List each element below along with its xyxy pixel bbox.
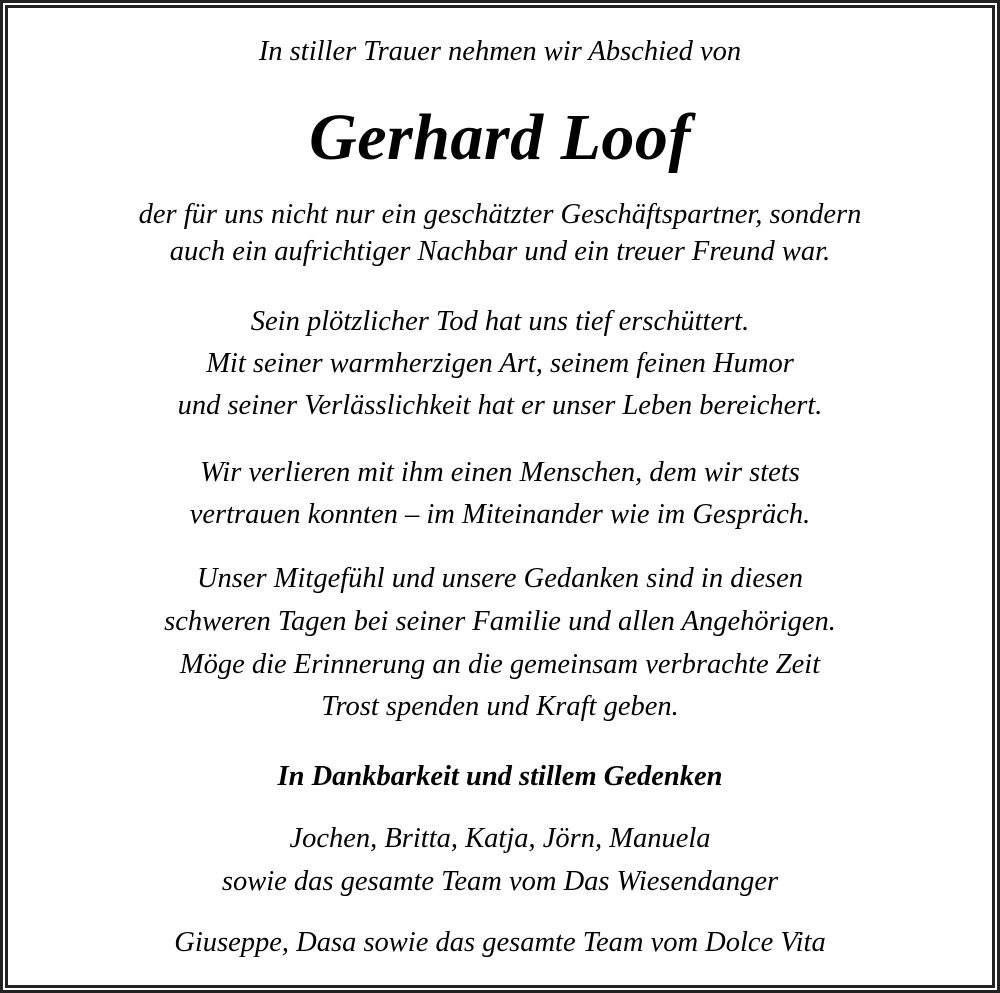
- signature-line: Jochen, Britta, Katja, Jörn, Manuela: [289, 823, 711, 854]
- paragraph-line: Mit seiner warmherzigen Art, seinem feinen Humor: [206, 348, 794, 379]
- deceased-name: Gerhard Loof: [309, 101, 691, 174]
- paragraph-line: Wir verlieren mit ihm einen Menschen, dem wir stets: [200, 457, 800, 488]
- signature-line: Giuseppe, Dasa sowie das gesamte Team vom Dolce Vita: [174, 927, 826, 958]
- paragraph-line: Unser Mitgefühl und unsere Gedanken sind in diesen: [196, 563, 804, 594]
- intro-text: In stiller Trauer nehmen wir Abschied von: [258, 36, 742, 67]
- paragraph-line: der für uns nicht nur ein geschätzter Geschäftspartner, sondern: [138, 199, 862, 230]
- paragraph-line: Möge die Erinnerung an die gemeinsam verbrachte Zeit: [179, 649, 821, 680]
- closing-text: In Dankbarkeit und stillem Gedenken: [277, 761, 723, 792]
- paragraph-line: schweren Tagen bei seiner Familie und allen Angehörigen.: [164, 606, 836, 637]
- paragraph-line: und seiner Verlässlichkeit hat er unser Leben bereichert.: [177, 390, 823, 421]
- paragraph-line: vertrauen konnten – im Miteinander wie im Gespräch.: [189, 499, 811, 530]
- paragraph-line: Trost spenden und Kraft geben.: [321, 691, 679, 722]
- paragraph-line: auch ein aufrichtiger Nachbar und ein treuer Freund war.: [169, 236, 831, 267]
- paragraph-line: Sein plötzlicher Tod hat uns tief erschüttert.: [250, 306, 750, 337]
- signature-line: sowie das gesamte Team vom Das Wiesendanger: [221, 866, 779, 897]
